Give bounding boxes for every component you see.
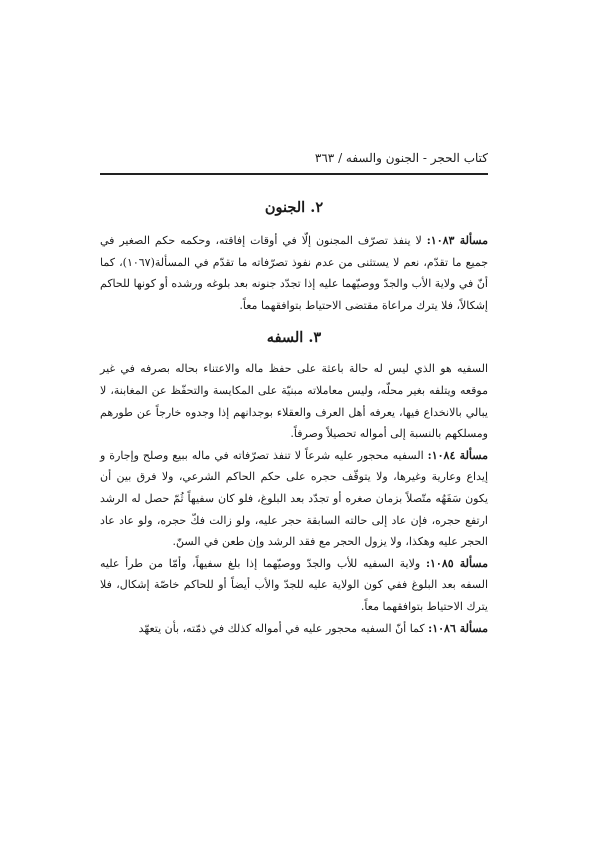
issue-paragraph-1083 <box>100 230 488 316</box>
issue-text: لا ينفذ تصرّف المجنون إلّا في أوقات إفاقته، وحكمه حكم الصغير في جميع ما تقدّم، نعم لا يستثنى من عدم نفوذ تصرّفاته ما تقدّم في المسألة(١٠٦٧)، كما أنّ في ولاية الأب والجدّ ووصيّهما عليه إذا تجدّد جنونه بعد بلوغه ورشده أو كونها للحاكم إشكالاً، فلا يترك مراعاة مقتضى الاحتياط بتوافقهما معاً. <box>100 234 488 312</box>
issue-text: السفيه محجور عليه شرعاً لا تنفذ تصرّفاته في ماله ببيع وصلح وإجارة و إيداع وعارية وغيرها، ولا يتوقّف حجره على حكم الحاكم الشرعي، ولا فرق بين أن يكون سَفَهُه متّصلاً بزمان صغره أو تجدّد بعد البلوغ، فلو كان سفيهاً ثُمّ حصل له الرشد ارتفع حجره، فإن عاد إلى حالته السابقة حجر عليه، ولو زالت فكّ حجره، ولو عاد عاد الحجر عليه وهكذا، ولا يزول الحجر مع فقد الرشد وإن طعن في السنّ. <box>100 448 488 549</box>
issue-paragraph-1086 <box>100 618 488 640</box>
issue-label: مسألة ١٠٨٦: <box>428 621 488 635</box>
header-rule <box>100 173 488 175</box>
issue-paragraph-1084 <box>100 445 488 553</box>
issue-label: مسألة ١٠٨٤: <box>427 448 488 462</box>
issue-label: مسألة ١٠٨٣: <box>426 234 488 247</box>
issue-text: ولاية السفيه للأب والجدّ ووصيّهما إذا بلغ سفيهاً، وأمّا من طرأ عليه السفه بعد البلوغ ففي كون الولاية عليه للجدّ والأب أيضاً أو للحاكم خاصّة إشكال، فلا يترك الاحتياط بتوافقهما معاً. <box>100 556 488 613</box>
section-heading-folly: ٣. السفه <box>266 329 322 347</box>
issue-label: مسألة ١٠٨٥: <box>425 556 489 570</box>
page-body <box>100 196 488 639</box>
issue-text: كما أنّ السفيه محجور عليه في أمواله كذلك في ذمّته، بأن يتعهّد <box>138 621 425 635</box>
folly-definition-paragraph: السفيه هو الذي ليس له حالة باعثة على حفظ ماله والاعتناء بحاله بصرفه في غير موقعه ويتلفه بغير محلّه، وليس معاملاته مبنيّة على المكايسة والتحفّظ عن المغابنة، لا يبالي بالانخداع فيها، يعرفه أهل العرف والعقلاء بوجدانهم إذا وجدوه خارجاً عن طورهم ومسلكهم بالنسبة إلى أمواله تحصيلاً وصرفاً. <box>100 362 488 441</box>
section-heading-madness: ٢. الجنون <box>264 199 324 216</box>
running-header: كتاب الحجر - الجنون والسفه / ٣٦٣ <box>314 151 488 165</box>
issue-paragraph-1085 <box>100 553 488 618</box>
